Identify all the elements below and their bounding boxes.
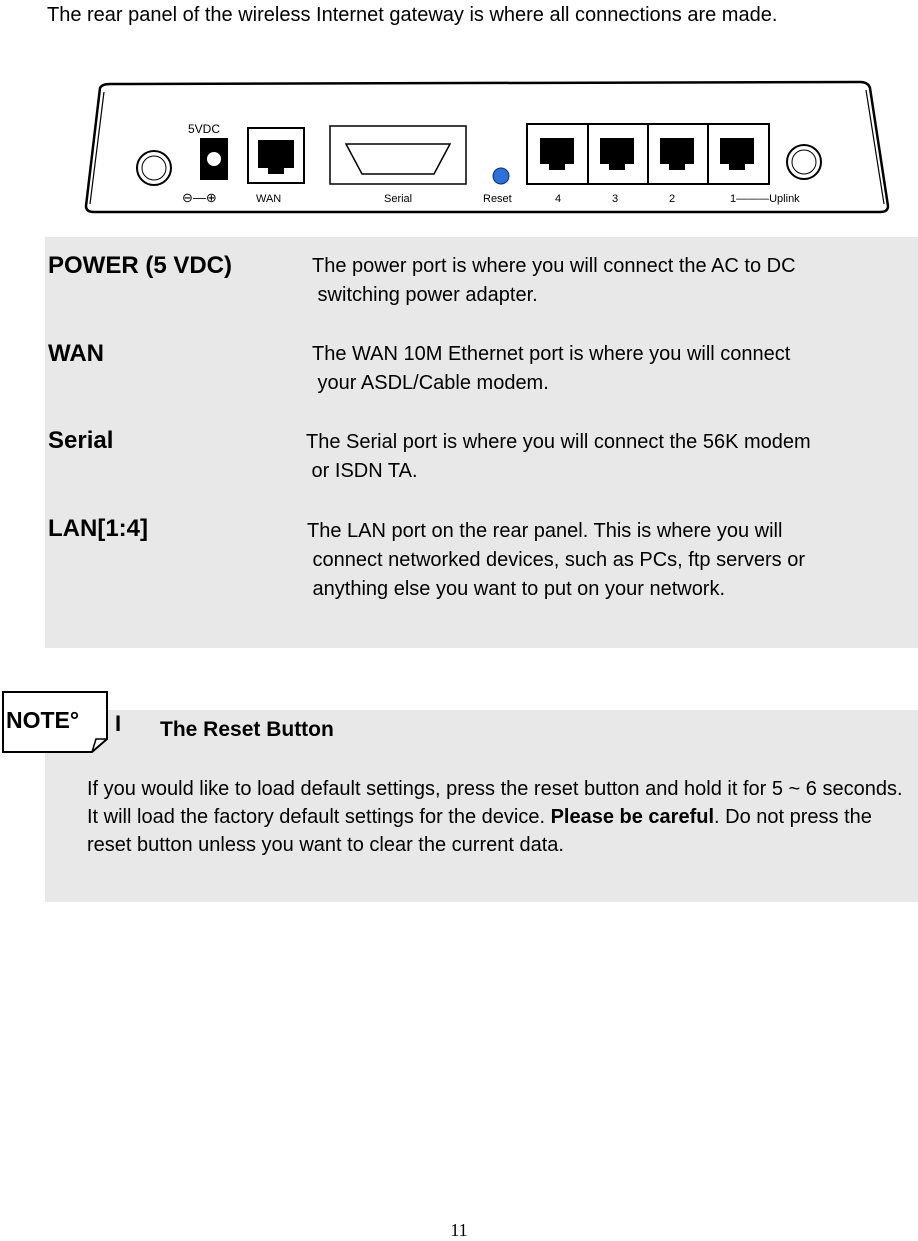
desc-wan: The WAN 10M Ethernet port is where you will connect your ASDL/Cable modem. [312, 343, 791, 394]
note-title: The Reset Button [160, 718, 334, 741]
note-badge-label: NOTE° [6, 707, 80, 733]
desc-lan: The LAN port on the rear panel. This is where you will connect networked devices, such as PCs, ftp servers or anything else you want to put on your network. [307, 520, 805, 600]
power-button-right-icon [787, 145, 821, 179]
note-mark: I [115, 711, 122, 736]
svg-text:Reset: Reset [483, 193, 512, 205]
power-switch-icon [137, 151, 171, 185]
desc-power: The power port is where you will connect the AC to DC switching power adapter. [312, 255, 796, 306]
svg-text:3: 3 [612, 193, 619, 205]
note-body-rest: . Do not press the reset button unless you want to clear the current data. [87, 806, 872, 856]
intro-paragraph: The rear panel of the wireless Internet gateway is where all connections are made. [47, 4, 778, 26]
wan-port-icon [248, 128, 304, 183]
term-wan: WAN [48, 340, 104, 367]
desc-serial: The Serial port is where you will connect the 56K modem or ISDN TA. [306, 431, 811, 482]
note-body-warning: Please be careful [550, 806, 715, 828]
serial-port-icon [330, 126, 466, 184]
term-power: POWER (5 VDC) [48, 252, 233, 279]
note-body [87, 775, 907, 859]
svg-text:1———Uplink: 1———Uplink [730, 193, 800, 205]
lan-ports-block [527, 124, 769, 184]
svg-text:WAN: WAN [256, 193, 282, 205]
rear-panel-diagram [78, 78, 890, 216]
svg-text:⊖—⊕: ⊖—⊕ [182, 190, 217, 205]
term-lan: LAN[1:4] [48, 515, 148, 542]
reset-button-icon [493, 168, 509, 184]
note-body-intro: If you would like to load default settings, press the reset button and hold it for 5 ~ 6 seconds. It will load the factory default settings for the device. [87, 778, 903, 828]
svg-text:2: 2 [669, 193, 676, 205]
power-jack-icon [200, 138, 228, 180]
svg-text:Serial: Serial [384, 193, 413, 205]
svg-text:4: 4 [555, 193, 562, 205]
svg-text:5VDC: 5VDC [188, 122, 221, 136]
page-number: 11 [450, 1220, 468, 1240]
term-serial: Serial [48, 427, 114, 454]
